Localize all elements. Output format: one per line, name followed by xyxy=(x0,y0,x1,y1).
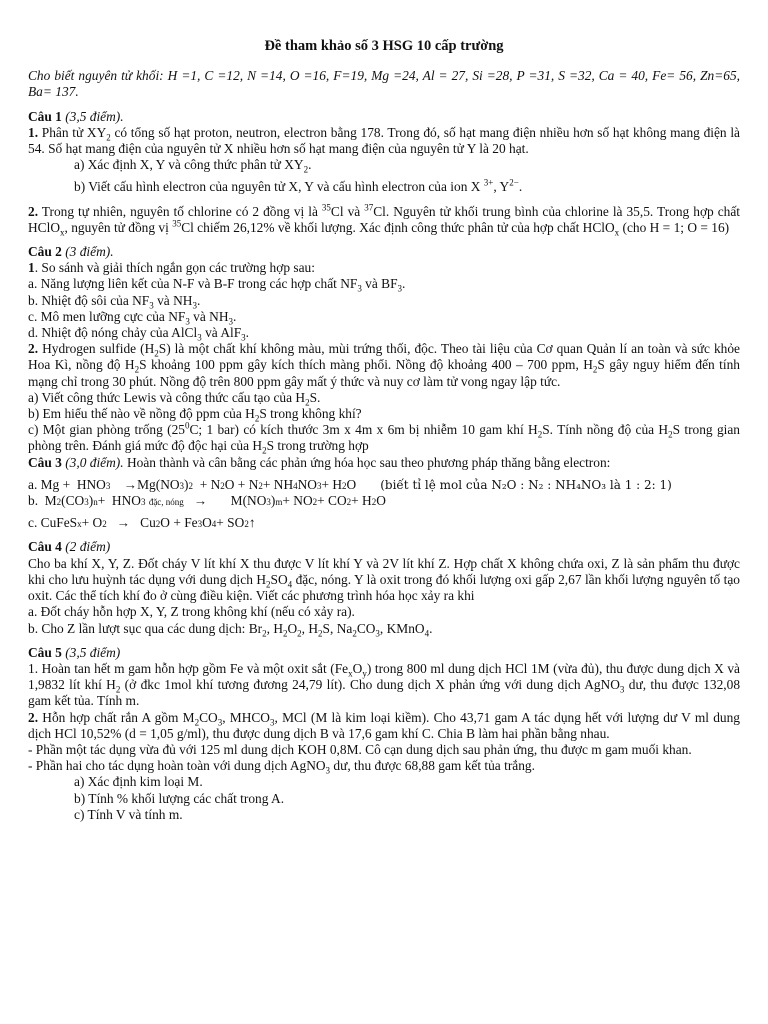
q1-heading: Câu 1 (3,5 điểm). xyxy=(28,108,124,124)
q3-equation-a-note: (biết tỉ lệ mol của N₂O : N₂ : NH₄NO₃ là 1 : 2: 1) xyxy=(380,477,672,492)
q2-part1-d: d. Nhiệt độ nóng chảy của AlCl$_3$ và AlF$_3$. xyxy=(28,325,250,343)
q2-part1: 1. So sánh và giải thích ngắn gọn các trường hợp sau: xyxy=(28,260,315,276)
q2-part1-b: b. Nhiệt độ sôi của $NF_3$ và $NH_3$. xyxy=(28,292,201,311)
q1-part1: 1. Phân tử $XY_2$ có tổng số hạt proton, neutron, electron bằng 178. Trong đó, số hạt mang điện nhiều hơn số hạt không mang điện là 54. Số hạt mang điện của nguyên tử X nhiều hơn số hạt mang điện của nguyên tử Y là 20 hạt. xyxy=(28,124,740,157)
q5-part4: - Phần hai cho tác dụng hoàn toàn với dung dịch AgNO$_3$ dư, thu được 68,88 gam kết tủa trắng. xyxy=(28,758,535,776)
q2-part1-a: a. Năng lượng liên kết của N-F và B-F trong các hợp chất $NF_3$ và $BF_3$. xyxy=(28,276,406,295)
q5-heading: Câu 5 (3,5 điểm) xyxy=(28,644,121,660)
q2-heading: Câu 2 (3 điểm). xyxy=(28,244,114,260)
q3-heading: Câu 3 (3,0 điểm). Hoàn thành và cân bằng các phản ứng hóa học sau theo phương pháp thăng bằng electron: xyxy=(28,454,611,470)
q3-equation-a: a. Mg + HNO 3 →Mg(NO 3 ) 2 + N 2 O + N 2 + NH 4 NO 3 + H 2 O (biết tỉ lệ mol của N₂O : N₂ : NH₄NO₃ là 1 : 2: 1) xyxy=(28,476,672,492)
atomic-mass-note: Cho biết nguyên tử khối: H =1, C =12, N =14, O =16, F=19, Mg =24, Al = 27, Si =28, P =31, S =32, Ca = 40, Fe= 56, Zn=65, Ba= 137. xyxy=(28,68,740,100)
q2-part2: 2. Hydrogen sulfide $(H_2S)$ là một chất khí không màu, mùi trứng thối, độc. Theo tài liệu của Cơ quan Quản lí an toàn và sức khỏe Hoa Kì, nồng độ $H_2S$ khoảng 100 ppm gây kích thích màng phổi. Nồng độ khoảng 400 – 700 ppm, $H_2S$ gây nguy hiểm đến tính mạng chỉ trong 30 phút. Nồng độ trên 800 ppm gây mất ý thức và nuy cơ làm tử vong ngay lập tức. xyxy=(28,341,740,389)
q5-a: a) Xác định kim loại M. xyxy=(74,774,203,790)
document-page xyxy=(28,38,740,823)
q3-equation-b: b. M 2 (CO 3 ) n + HNO 3 đặc, nóng → M(NO 3 ) m + NO 2 + CO 2 + H 2 O xyxy=(28,493,386,509)
q2-part2-a: a) Viết công thức Lewis và công thức cấu tạo của $H_2S$. xyxy=(28,389,321,408)
q1-part1-a: a) Xác định X, Y và công thức phân tử $XY_2$. xyxy=(74,157,312,175)
q1-part2: 2. Trong tự nhiên, nguyên tố chlorine có 2 đồng vị là $^{35}$Cl và $^{37}$Cl. Nguyên tử khối trung bình của chlorine là 35,5. Trong hợp chất HClO$_x$, nguyên tử đồng vị $^{35}$Cl chiếm 26,12% về khối lượng. Xác định công thức phân tử của hợp chất HClO$_x$ (cho H = 1; O = 16) xyxy=(28,202,741,238)
q5-b: b) Tính % khối lượng các chất trong A. xyxy=(74,790,285,806)
q5-c: c) Tính V và tính m. xyxy=(74,806,183,822)
q4-body: Cho ba khí X, Y, Z. Đốt cháy V lít khí X thu được V lít khí Y và 2V lít khí Z. Hợp chất X không chứa oxi, Z là sản phẩm thu được khi cho lưu huỳnh tác dụng với dung dịch $H_2SO_4$ đặc, nóng. Y là oxit trong đó khối lượng oxi gấp 2,67 lần khối lượng nguyên tố tạo oxit. Các thể tích khí đo ở cùng điều kiện. Viết các phương trình hóa học xảy ra khi xyxy=(28,555,740,604)
q4-b: b. Cho Z lần lượt sục qua các dung dịch: $Br_2$, $H_2O_2$, $H_2S$, $Na_2CO_3$, KMnO$_4$. xyxy=(28,620,433,639)
q4-a: a. Đốt cháy hỗn hợp X, Y, Z trong không khí (nếu có xảy ra). xyxy=(28,604,355,620)
q5-part1: 1. Hoàn tan hết m gam hỗn hợp gồm Fe và một oxit sắt $(Fe_xO_y)$ trong 800 ml dung dịch HCl 1M (vừa đủ), thu được dung dịch X và 1,9832 lít khí $H_2$ (ở đkc 1mol khí tương đương 24,79 lít). Cho dung dịch X phản ứng với dung dịch AgNO$_3$ dư, thu được 132,08 gam kết tủa. Tính m. xyxy=(28,660,741,709)
q3-equation-c: c. CuFeS x + O 2 → Cu 2 O + Fe 3 O 4 + SO 2 ↑ xyxy=(28,515,256,531)
q2-part2-b: b) Em hiểu thế nào về nồng độ ppm của $H_2S$ trong không khí? xyxy=(28,406,362,424)
q2-part2-c: c) Một gian phòng trống ($25^0C$; 1 bar) có kích thước 3m x 4m x 6m bị nhiễm 10 gam khí $H_2S$. Tính nồng độ của $H_2S$ trong gian phòng trên. Đánh giá mức độ độc hại của $H_2S$ trong trường hợp xyxy=(28,420,740,457)
q5-part2: 2. Hỗn hợp chất rắn A gồm $M_2CO_3$, $MHCO_3$, MCl (M là kim loại kiềm). Cho 43,71 gam A tác dụng hết với lượng dư V ml dung dịch HCl 10,52% (d = 1,05 g/ml), thu được dung dịch B và 17,6 gam khí C. Chia B làm hai phần bằng nhau. xyxy=(28,709,740,741)
q1-part1-b: b) Viết cấu hình electron của nguyên tử X, Y và cấu hình electron của ion X $^{3+}$, $Y^{2-}$. xyxy=(74,177,523,195)
page-title: Đề tham khảo số 3 HSG 10 cấp trường xyxy=(264,38,504,54)
q4-heading: Câu 4 (2 điểm) xyxy=(28,539,111,555)
q2-part1-c: c. Mô men lưỡng cực của $NF_3$ và $NH_3$. xyxy=(28,308,237,327)
q5-part3: - Phần một tác dụng vừa đủ với 125 ml dung dịch KOH 0,8M. Cô cạn dung dịch sau phản ứng, thu được m gam muối khan. xyxy=(28,741,692,757)
